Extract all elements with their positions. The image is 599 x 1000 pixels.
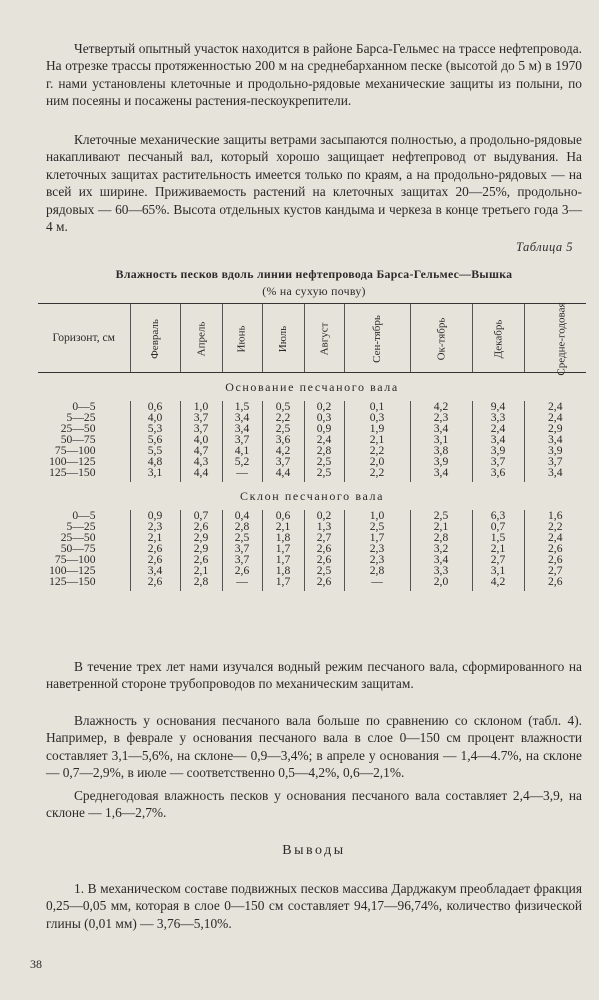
header-apr <box>180 304 222 373</box>
conclusion-item-1 <box>46 880 582 932</box>
value-cell: 3,7 <box>180 412 222 423</box>
value-cell: 2,6 <box>130 554 180 565</box>
section-title-row <box>38 482 586 510</box>
header-apr-label: Апрель <box>195 321 207 356</box>
value-cell: 2,0 <box>344 456 410 467</box>
value-cell: 2,5 <box>304 467 344 478</box>
header-jul-label: Июль <box>277 325 289 352</box>
value-cell: 3,9 <box>472 445 524 456</box>
value-cell: 3,8 <box>410 445 472 456</box>
value-cell: 2,6 <box>304 554 344 565</box>
value-cell: 3,4 <box>222 423 262 434</box>
header-sep-label: Сен-тябрь <box>371 314 383 363</box>
header-dec-label: Декабрь <box>491 319 504 358</box>
value-cell: 3,3 <box>410 565 472 576</box>
paragraph-water-regime-text: В течение трех лет нами изучался водный режим песчаного вала, сформированного на наветренной стороне трубопроводов по механическим защитам. <box>46 659 582 692</box>
value-cell: 3,6 <box>472 467 524 478</box>
horizon-cell: 5—25 <box>66 520 96 533</box>
value-cell: 1,9 <box>344 423 410 434</box>
value-cell: 0,4 <box>222 510 262 521</box>
value-cell: 2,0 <box>410 576 472 587</box>
value-cell: 2,3 <box>344 554 410 565</box>
value-cell: 4,1 <box>222 445 262 456</box>
header-jul <box>262 304 304 373</box>
value-cell: 2,2 <box>344 467 410 478</box>
value-cell: 2,4 <box>524 532 586 543</box>
value-cell: 2,8 <box>180 576 222 587</box>
value-cell: 3,4 <box>472 434 524 445</box>
value-cell: 3,7 <box>472 456 524 467</box>
value-cell: 3,7 <box>222 434 262 445</box>
header-horizon: Горизонт, см <box>38 304 130 373</box>
table-title: Влажность песков вдоль линии нефтепровода Барса-Гельмес—Вышка <box>115 267 513 281</box>
horizon-cell: 100—125 <box>49 455 96 468</box>
value-cell: 3,6 <box>262 434 304 445</box>
paragraph-moisture-comparison <box>46 712 582 782</box>
value-cell: 0,9 <box>304 423 344 434</box>
value-cell: 3,1 <box>472 565 524 576</box>
value-cell: 0,3 <box>344 412 410 423</box>
value-cell: 3,4 <box>410 467 472 478</box>
value-cell: 3,3 <box>472 412 524 423</box>
value-cell: 3,9 <box>524 445 586 456</box>
value-cell: 2,7 <box>524 565 586 576</box>
value-cell: 2,7 <box>472 554 524 565</box>
value-cell: 1,7 <box>262 543 304 554</box>
value-cell: 2,6 <box>524 554 586 565</box>
horizon-cell: 50—75 <box>60 433 96 446</box>
horizon-cell: 5—25 <box>66 411 96 424</box>
value-cell: 2,1 <box>180 565 222 576</box>
value-cell: 4,2 <box>410 401 472 412</box>
paragraph-annual-moisture <box>46 787 582 822</box>
value-cell: 6,3 <box>472 510 524 521</box>
value-cell: 4,0 <box>130 412 180 423</box>
header-oct <box>410 304 472 373</box>
table-header-row <box>38 304 586 373</box>
value-cell: 5,6 <box>130 434 180 445</box>
value-cell: 2,5 <box>304 565 344 576</box>
value-cell: 0,9 <box>130 510 180 521</box>
header-feb-label: Февраль <box>148 318 161 359</box>
value-cell: 0,2 <box>304 401 344 412</box>
value-cell: 1,5 <box>472 532 524 543</box>
paragraph-water-regime <box>46 658 582 693</box>
table-body <box>38 373 586 592</box>
header-jun <box>222 304 262 373</box>
table-label: Таблица 5 <box>516 240 573 254</box>
value-cell: 2,1 <box>344 434 410 445</box>
horizon-cell: 0—5 <box>72 509 96 522</box>
value-cell: 3,7 <box>180 423 222 434</box>
header-dec <box>472 304 524 373</box>
value-cell: 0,1 <box>344 401 410 412</box>
value-cell: 2,6 <box>524 576 586 587</box>
value-cell: 2,1 <box>262 521 304 532</box>
value-cell: 2,5 <box>410 510 472 521</box>
value-cell: 3,7 <box>262 456 304 467</box>
value-cell: 2,1 <box>472 543 524 554</box>
value-cell: 4,2 <box>472 576 524 587</box>
section-title: Основание песчаного вала <box>225 379 399 394</box>
value-cell: 2,8 <box>410 532 472 543</box>
value-cell: 2,6 <box>304 576 344 587</box>
value-cell: 2,4 <box>472 423 524 434</box>
value-cell: 2,3 <box>344 543 410 554</box>
header-feb <box>130 304 180 373</box>
value-cell: 3,4 <box>410 423 472 434</box>
conclusions-heading: Выводы <box>282 843 346 858</box>
value-cell: 1,8 <box>262 565 304 576</box>
horizon-cell: 50—75 <box>60 542 96 555</box>
value-cell: 3,4 <box>222 412 262 423</box>
value-cell: 1,0 <box>180 401 222 412</box>
value-cell: 4,7 <box>180 445 222 456</box>
value-cell: 3,1 <box>130 467 180 478</box>
value-cell: 2,5 <box>344 521 410 532</box>
header-sep <box>344 304 410 373</box>
value-cell: 0,6 <box>262 510 304 521</box>
value-cell: 2,6 <box>180 521 222 532</box>
table-row <box>38 576 586 587</box>
value-cell: 2,8 <box>222 521 262 532</box>
value-cell: 3,7 <box>222 543 262 554</box>
value-cell: 2,5 <box>304 456 344 467</box>
value-cell: 1,0 <box>344 510 410 521</box>
value-cell: 1,3 <box>304 521 344 532</box>
header-avg <box>524 301 586 376</box>
value-cell: 4,0 <box>180 434 222 445</box>
value-cell: 2,4 <box>524 401 586 412</box>
value-cell: 2,6 <box>222 565 262 576</box>
value-cell: 3,4 <box>410 554 472 565</box>
horizon-cell: 0—5 <box>72 400 96 413</box>
value-cell: 2,5 <box>222 532 262 543</box>
value-cell: — <box>344 576 410 587</box>
value-cell: 3,4 <box>524 467 586 478</box>
paragraph-intro-text: Четвертый опытный участок находится в районе Барса-Гельмес на трассе нефтепровода. На отрезке трассы протяженностью 200 м на среднебарханном песке (высотой до 5 м) в 1970 г. нами установлены клеточные и продольно-рядовые механические защиты из полыни, по ним посеяны и посажены растения-пескоукрепители. <box>46 41 582 109</box>
value-cell: — <box>222 467 262 478</box>
horizon-cell: 25—50 <box>60 531 96 544</box>
moisture-table <box>38 303 586 591</box>
header-oct-label: Ок-тябрь <box>434 317 447 360</box>
value-cell: 2,9 <box>524 423 586 434</box>
section-title-row <box>38 373 586 402</box>
value-cell: 2,2 <box>262 412 304 423</box>
value-cell: — <box>222 576 262 587</box>
paragraph-moisture-comparison-text: Влажность у основания песчаного вала больше по сравнению со склоном (табл. 4). Например, в феврале у основания песчаного вала в слое 0—150 см процент влажности составляет 3,1—5,6%, на склоне— 0,9—3,4%; в апреле у основания — 1,4—4.7%, на склоне — 0,7—2,9%, в июле — соответственно 0,5—4,2%, 0,6—2,1%. <box>46 713 582 781</box>
paragraph-protections <box>46 131 582 235</box>
header-aug <box>304 304 344 373</box>
value-cell: 1,5 <box>222 401 262 412</box>
value-cell: 2,9 <box>180 543 222 554</box>
value-cell: 1,8 <box>262 532 304 543</box>
value-cell: 2,8 <box>304 445 344 456</box>
value-cell: 2,6 <box>130 576 180 587</box>
horizon-cell: 125—150 <box>49 466 96 479</box>
value-cell: 3,2 <box>410 543 472 554</box>
value-cell: 4,4 <box>180 467 222 478</box>
value-cell: 4,2 <box>262 445 304 456</box>
value-cell: 3,4 <box>130 565 180 576</box>
value-cell: 0,3 <box>304 412 344 423</box>
value-cell: 5,3 <box>130 423 180 434</box>
value-cell: 0,7 <box>180 510 222 521</box>
value-cell: 5,5 <box>130 445 180 456</box>
value-cell: 2,4 <box>304 434 344 445</box>
section-title: Склон песчаного вала <box>239 488 385 503</box>
value-cell: 2,2 <box>524 521 586 532</box>
value-cell: 3,7 <box>524 456 586 467</box>
horizon-cell: 100—125 <box>49 564 96 577</box>
value-cell: 2,7 <box>304 532 344 543</box>
value-cell: 2,6 <box>130 543 180 554</box>
value-cell: 2,4 <box>524 412 586 423</box>
value-cell: 2,6 <box>180 554 222 565</box>
value-cell: 2,5 <box>262 423 304 434</box>
value-cell: 3,1 <box>410 434 472 445</box>
value-cell: 2,1 <box>130 532 180 543</box>
value-cell: 1,6 <box>524 510 586 521</box>
value-cell: 0,7 <box>472 521 524 532</box>
value-cell: 1,7 <box>262 576 304 587</box>
value-cell: 5,2 <box>222 456 262 467</box>
value-cell: 1,7 <box>262 554 304 565</box>
value-cell: 0,6 <box>130 401 180 412</box>
horizon-cell: 125—150 <box>49 575 96 588</box>
value-cell: 2,6 <box>304 543 344 554</box>
value-cell: 1,7 <box>344 532 410 543</box>
paragraph-protections-text: Клеточные механические защиты ветрами засыпаются полностью, а продольно-рядовые накапливают песчаный вал, который хорошо защищает нефтепровод от выдувания. На клеточных защитах растительность имеется только по краям, а на продольно-рядовых — на всей их ширине. Приживаемость растений на клеточных защитах 20—25%, продольно-рядовых — 60—65%. Высота отдельных кустов кандыма и черкеза в конце третьего года 3—4 м. <box>46 132 582 235</box>
value-cell: 0,5 <box>262 401 304 412</box>
paragraph-annual-moisture-text: Среднегодовая влажность песков у основания песчаного вала составляет 2,4—3,9, на склоне — 1,6—2,7%. <box>46 788 582 821</box>
page-number: 38 <box>30 957 42 971</box>
paragraph-intro <box>46 40 582 110</box>
value-cell: 3,7 <box>222 554 262 565</box>
value-cell: 0,2 <box>304 510 344 521</box>
conclusion-item-1-text: 1. В механическом составе подвижных песков массива Дарджакум преобладает фракция 0,25—0,05 мм, которая в слое 0—150 см составляет 94,17—96,74%, количество физической глины (0,01 мм) — 3,76—5,10%. <box>46 881 582 931</box>
value-cell: 2,1 <box>410 521 472 532</box>
value-cell: 2,3 <box>410 412 472 423</box>
value-cell: 4,8 <box>130 456 180 467</box>
horizon-cell: 25—50 <box>60 422 96 435</box>
header-avg-label: Средне-годовая <box>555 301 568 376</box>
value-cell: 4,4 <box>262 467 304 478</box>
value-cell: 2,2 <box>344 445 410 456</box>
value-cell: 2,6 <box>524 543 586 554</box>
value-cell: 9,4 <box>472 401 524 412</box>
value-cell: 2,8 <box>344 565 410 576</box>
table-subtitle: (% на сухую почву) <box>262 284 366 298</box>
value-cell: 3,4 <box>524 434 586 445</box>
header-aug-label: Август <box>318 322 330 355</box>
value-cell: 2,9 <box>180 532 222 543</box>
table-row <box>38 467 586 478</box>
value-cell: 4,3 <box>180 456 222 467</box>
horizon-cell: 75—100 <box>54 444 96 457</box>
value-cell: 3,9 <box>410 456 472 467</box>
header-jun-label: Июнь <box>235 324 248 353</box>
value-cell: 2,3 <box>130 521 180 532</box>
horizon-cell: 75—100 <box>54 553 96 566</box>
